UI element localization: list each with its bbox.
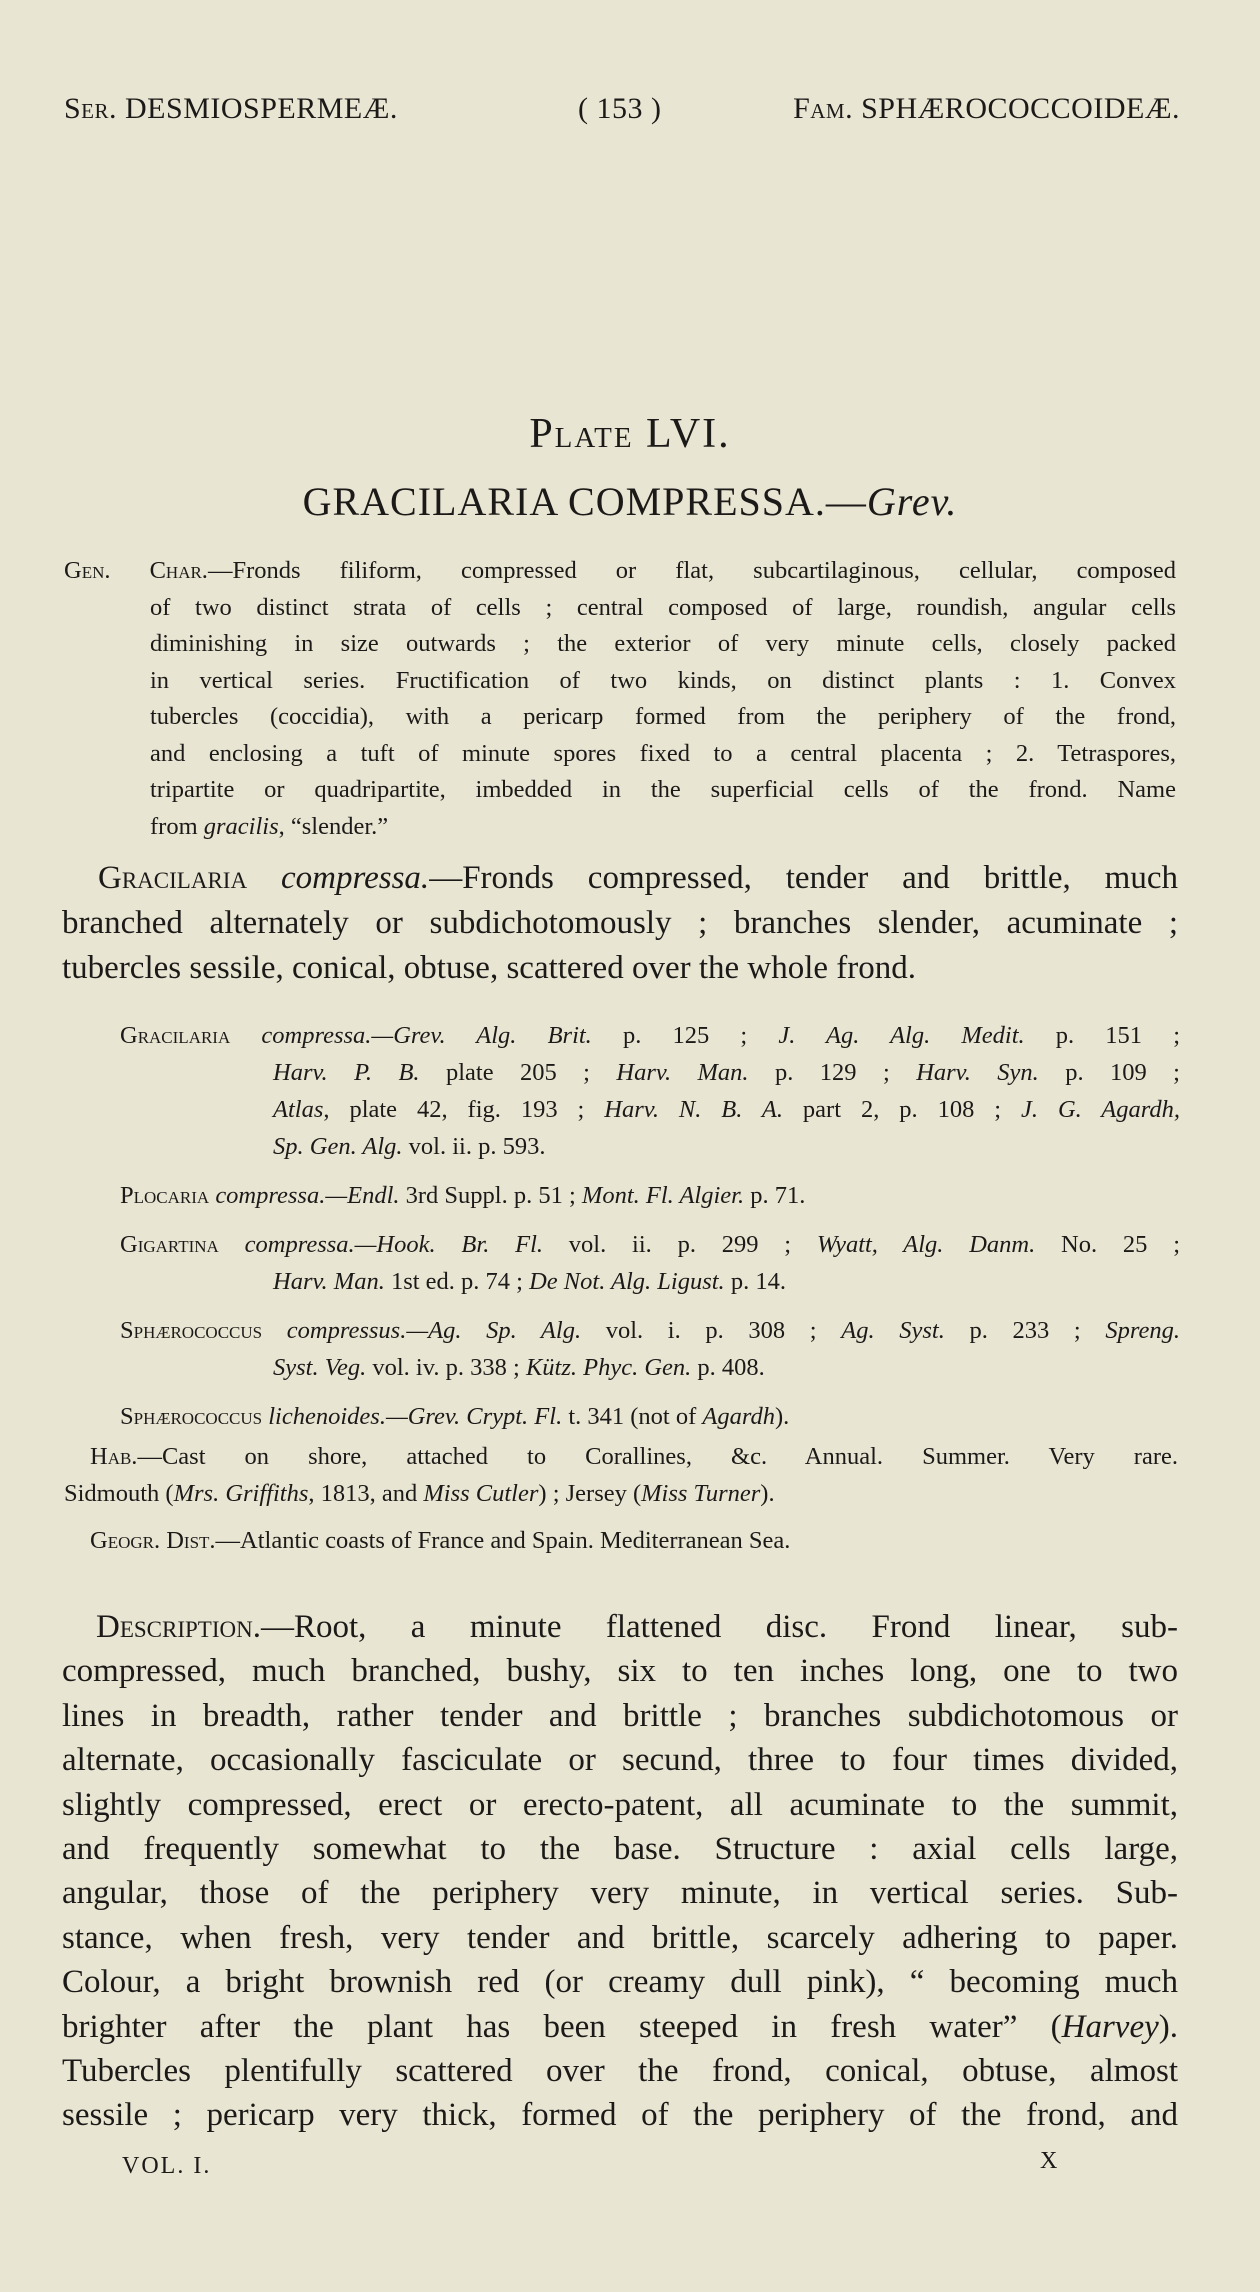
gathering-signature: X — [1040, 2148, 1058, 2174]
description-line: angular, those of the periphery very minute, in vertical series. Sub- — [62, 1875, 1178, 1912]
description-line: brighter after the plant has been steeped in fresh water” (Harvey). — [62, 2008, 1178, 2045]
description-line: sessile ; pericarp very thick, formed of the periphery of the frond, and — [62, 2097, 1178, 2134]
description-line: slightly compressed, erect or erecto-patent, all acuminate to the summit, — [62, 1786, 1178, 1823]
geographic-distribution: Geogr. Dist.—Atlantic coasts of France and Spain. Mediterranean Sea. — [90, 1527, 791, 1554]
synonym-gracilaria: Gracilaria compressa.—Grev. Alg. Brit. p. 125 ; J. Ag. Alg. Medit. p. 151 ; Harv. P. B. plate 205 ; Harv. Man. p. 129 ; Harv. Syn. p. 109 ; Atlas, plate 42, fig. 193 ; Harv. N. B. A. part 2, p. 108 ; J. G. Agardh, Sp. Gen. Alg. vol. ii. p. 593. — [120, 1022, 1181, 1160]
generic-character — [64, 553, 1176, 845]
plate-title: Plate LVI. — [529, 411, 731, 457]
description-line: Colour, a bright brownish red (or creamy dull pink), “ becoming much — [62, 1964, 1178, 2001]
gen-char-line: in vertical series. Fructification of two kinds, on distinct plants : 1. Convex — [150, 666, 1176, 694]
description-line: stance, when fresh, very tender and brittle, scarcely adhering to paper. — [62, 1919, 1178, 1956]
species-name: GRACILARIA COMPRESSA.— — [302, 479, 867, 524]
gen-char-line: Gen. Char.—Fronds filiform, compressed or flat, subcartilaginous, cellular, composed — [64, 557, 1176, 584]
species-diagnosis — [62, 856, 1178, 991]
species-title — [0, 478, 1260, 525]
synonym-sphaerococcus-compressus: Sphærococcus compressus.—Ag. Sp. Alg. vol. i. p. 308 ; Ag. Syst. p. 233 ; Spreng. Syst. Veg. vol. iv. p. 338 ; Kütz. Phyc. Gen. p. 408. — [120, 1317, 1181, 1381]
description-line: alternate, occasionally fasciculate or secund, three to four times divided, — [62, 1742, 1178, 1779]
description-line: lines in breadth, rather tender and brittle ; branches subdichotomous or — [62, 1697, 1178, 1734]
description-line: compressed, much branched, bushy, six to ten inches long, one to two — [62, 1653, 1178, 1690]
volume-signature: VOL. I. — [122, 2153, 212, 2179]
diagnosis-line: branched alternately or subdichotomously ; branches slender, acuminate ; — [62, 905, 1178, 941]
synonym-sphaerococcus-lichenoides: Sphærococcus lichenoides.—Grev. Crypt. Fl. t. 341 (not of Agardh). — [120, 1403, 790, 1430]
gen-char-label: Gen. Char. — [64, 557, 208, 584]
gen-char-line: tripartite or quadripartite, imbedded in the superficial cells of the frond. Name — [150, 776, 1176, 803]
gen-char-line: diminishing in size outwards ; the exterior of very minute cells, closely packed — [150, 630, 1176, 657]
synonym-plocaria: Plocaria compressa.—Endl. 3rd Suppl. p. 51 ; Mont. Fl. Algier. p. 71. — [120, 1182, 806, 1209]
gen-char-line: from gracilis, “slender.” — [150, 812, 389, 840]
page-number: ( 153 ) — [578, 92, 662, 125]
gen-char-line: of two distinct strata of cells ; central composed of large, roundish, angular cells — [150, 593, 1176, 621]
synonym-gigartina: Gigartina compressa.—Hook. Br. Fl. vol. ii. p. 299 ; Wyatt, Alg. Danm. No. 25 ; Harv. Man. 1st ed. p. 74 ; De Not. Alg. Ligust. p. 14. — [120, 1231, 1181, 1295]
habitat: Hab.—Cast on shore, attached to Corallines, &c. Annual. Summer. Very rare. Sidmouth (Mrs. Griffiths, 1813, and Miss Cutler) ; Jersey (Miss Turner). — [64, 1443, 1178, 1507]
species-author: Grev. — [866, 479, 958, 524]
description-line: Tubercles plentifully scattered over the frond, conical, obtuse, almost — [62, 2053, 1178, 2090]
description: Description.—Root, a minute flattened disc. Frond linear, sub- compressed, much branched, bushy, six to ten inches long, one to two lines in breadth, rather tender and brittle ; branches subdichotomous or alternate, occasionally fasciculate or secund, three to four times divided, slightly compressed, erect or erecto-patent, all acuminate to the summit, and frequently somewhat to the base. Structure : axial cells large, angular, those of the periphery very minute, in vertical series. Sub- stance, when fresh, very tender and brittle, scarcely adhering to paper. Colour, a bright brownish red (or creamy dull pink), “ becoming much brighter after the plant has been steeped in fresh water” (Harvey). Tubercles plentifully scattered over the frond, conical, obtuse, almost sessile ; pericarp very thick, formed of the periphery of the frond, and — [62, 1605, 1178, 2138]
gen-char-line: tubercles (coccidia), with a pericarp formed from the periphery of the frond, — [150, 703, 1176, 730]
synonymy — [120, 1017, 1180, 1447]
description-line: and frequently somewhat to the base. Structure : axial cells large, — [62, 1831, 1178, 1868]
running-head-series: Ser. DESMIOSPERMEÆ. — [64, 92, 398, 125]
gen-char-line: and enclosing a tuft of minute spores fixed to a central placenta ; 2. Tetraspores, — [150, 739, 1176, 767]
diagnosis-line: Gracilaria compressa.—Fronds compressed, tender and brittle, much — [98, 860, 1179, 896]
diagnosis-line: tubercles sessile, conical, obtuse, scattered over the whole frond. — [62, 950, 917, 986]
running-head-family: Fam. SPHÆROCOCCOIDEÆ. — [793, 92, 1180, 125]
